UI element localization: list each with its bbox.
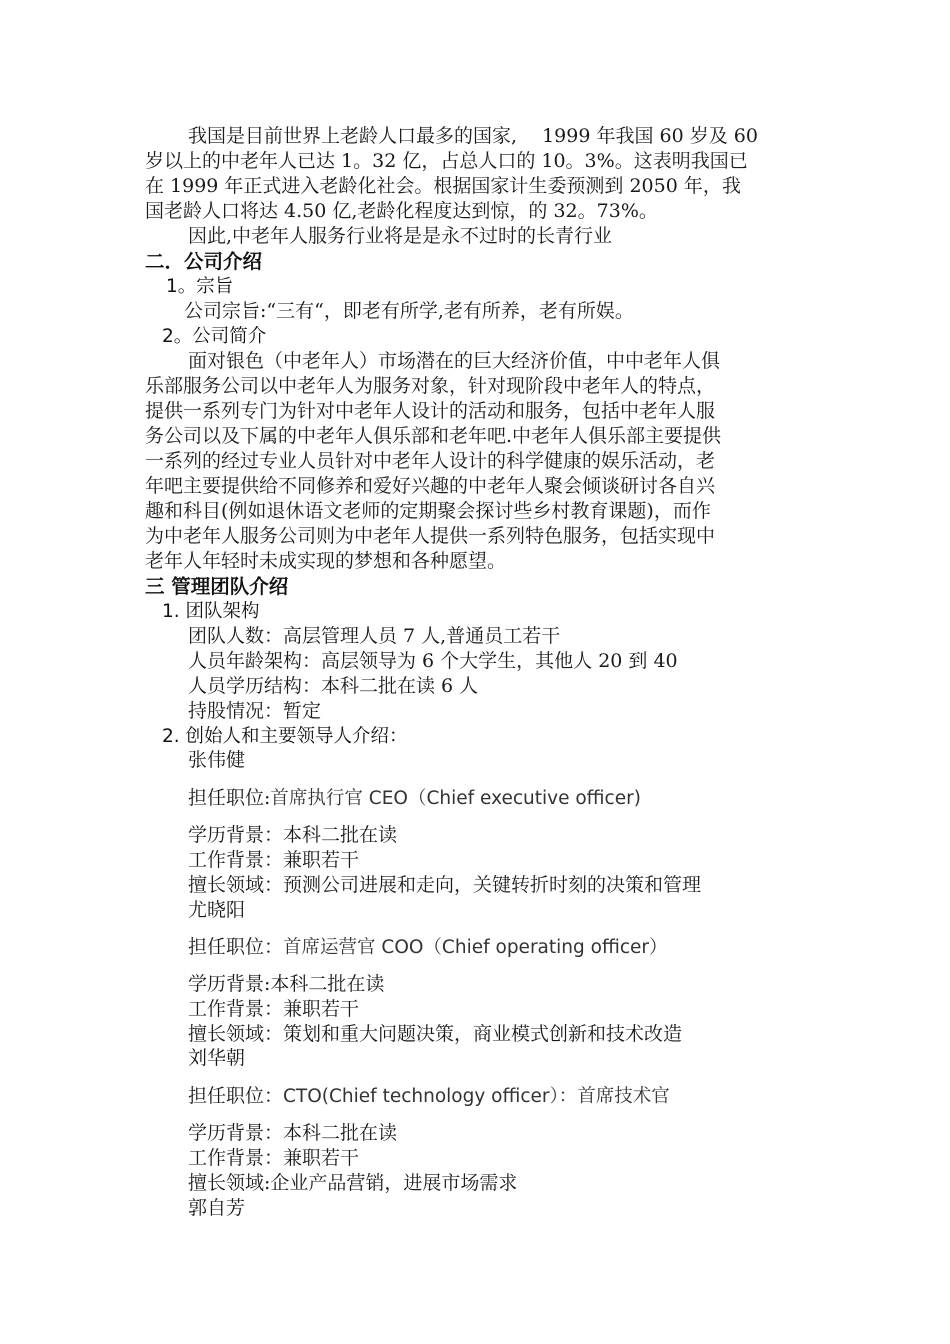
company-intro-line-8: 为中老年人服务公司则为中老年人提供一系列特色服务，包括实现中 xyxy=(145,525,716,547)
company-intro-line-3: 提供一系列专门为针对中老年人设计的活动和服务，包括中老年人服 xyxy=(145,400,716,422)
intro-line-5: 因此,中老年人服务行业将是是永不过时的长青行业 xyxy=(188,225,613,247)
person-2-name: 尤晓阳 xyxy=(188,899,246,921)
person-4-name: 郭自芳 xyxy=(188,1197,246,1219)
person-1-name: 张伟健 xyxy=(188,749,246,771)
section3-sub2-heading: 2. 创始人和主要领导人介绍： xyxy=(162,726,408,747)
intro-line-3: 在 1999 年正式进入老龄化社会。根据国家计生委预测到 2050 年，我 xyxy=(145,175,741,197)
section2-sub1-heading: 1。宗旨 xyxy=(166,276,234,297)
intro-line-4: 国老龄人口将达 4.50 亿,老龄化程度达到惊，的 32。73%。 xyxy=(145,200,658,222)
person-3-skill: 擅长领域:企业产品营销，进展市场需求 xyxy=(188,1172,518,1194)
person-3-name: 刘华朝 xyxy=(188,1047,246,1069)
company-intro-line-7: 趣和科目(例如退休语文老师的定期聚会探讨些乡村教育课题)，而作 xyxy=(145,500,711,522)
team-shares-line: 持股情况：暂定 xyxy=(188,700,322,722)
person-2-role-prefix: 担任职位： xyxy=(188,936,284,958)
person-2-role-main: 首席运营官 COO（Chief operating officer） xyxy=(283,937,668,958)
company-intro-line-5: 一系列的经过专业人员针对中老年人设计的科学健康的娱乐活动，老 xyxy=(145,450,716,472)
person-3-role xyxy=(188,1084,670,1109)
person-2-work: 工作背景：兼职若干 xyxy=(188,998,360,1020)
person-1-role-prefix: 担任职位: xyxy=(188,787,271,809)
person-2-role xyxy=(188,935,668,960)
section2-sub2-heading: 2。公司简介 xyxy=(162,326,267,347)
person-3-work: 工作背景：兼职若干 xyxy=(188,1147,360,1169)
person-2-skill: 擅长领域：策划和重大问题决策，商业模式创新和技术改造 xyxy=(188,1023,683,1045)
person-1-role xyxy=(188,786,641,811)
team-size-line: 团队人数：高层管理人员 7 人,普通员工若干 xyxy=(188,625,561,647)
intro-line-1: 我国是目前世界上老龄人口最多的国家, 1999 年我国 60 岁及 60 xyxy=(188,125,758,147)
person-1-role-main: 首席执行官 CEO（Chief executive officer) xyxy=(270,788,641,809)
person-1-work: 工作背景：兼职若干 xyxy=(188,849,360,871)
person-2-education: 学历背景:本科二批在读 xyxy=(188,973,385,995)
section2-title: 二．公司介绍 xyxy=(145,250,263,273)
company-intro-line-6: 年吧主要提供给不同修养和爱好兴趣的中老年人聚会倾谈研讨各自兴 xyxy=(145,475,716,497)
company-intro-line-4: 务公司以及下属的中老年人俱乐部和老年吧.中老年人俱乐部主要提供 xyxy=(145,425,722,447)
section3-sub1-heading: 1. 团队架构 xyxy=(162,601,260,622)
team-age-line: 人员年龄架构：高层领导为 6 个大学生，其他人 20 到 40 xyxy=(188,650,678,672)
company-intro-line-9: 老年人年轻时未成实现的梦想和各种愿望。 xyxy=(145,550,507,572)
section3-title: 三 管理团队介绍 xyxy=(145,575,289,598)
section2-purpose-text: 公司宗旨:“三有“，即老有所学,老有所养，老有所娱。 xyxy=(184,300,634,322)
team-education-line: 人员学历结构：本科二批在读 6 人 xyxy=(188,675,479,697)
person-3-role-prefix: 担任职位： xyxy=(188,1085,284,1107)
intro-line-2: 岁以上的中老年人已达 1。32 亿，占总人口的 10。3%。这表明我国已 xyxy=(145,150,748,172)
company-intro-line-2: 乐部服务公司以中老年人为服务对象，针对现阶段中老年人的特点， xyxy=(145,375,716,397)
person-1-education: 学历背景：本科二批在读 xyxy=(188,824,398,846)
company-intro-line-1: 面对银色（中老年人）市场潜在的巨大经济价值，中中老年人俱 xyxy=(188,350,721,372)
person-3-education: 学历背景：本科二批在读 xyxy=(188,1122,398,1144)
person-1-skill: 擅长领域：预测公司进展和走向，关键转折时刻的决策和管理 xyxy=(188,874,702,896)
person-3-role-main: CTO(Chief technology officer）：首席技术官 xyxy=(283,1086,670,1107)
